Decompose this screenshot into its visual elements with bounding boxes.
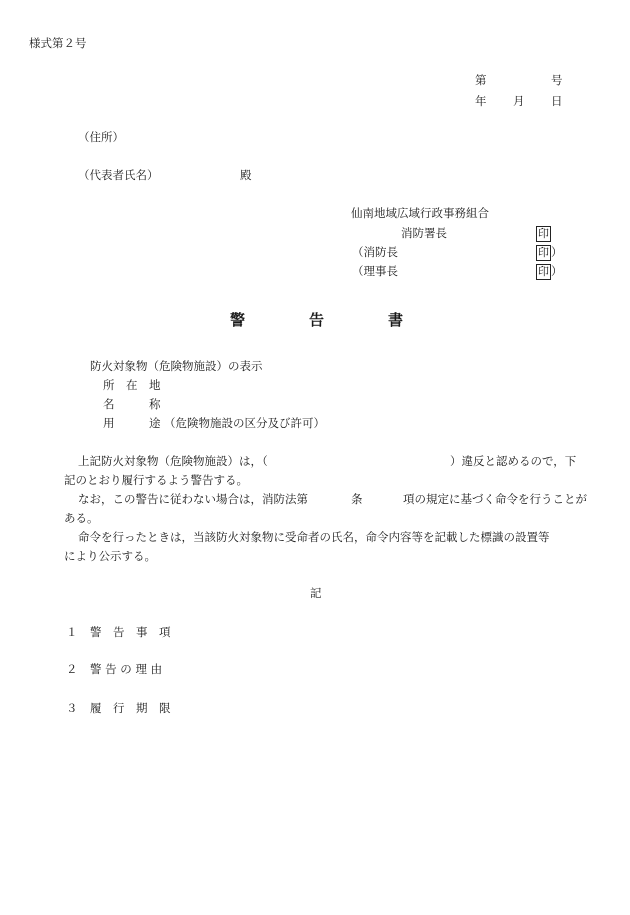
number-prefix: 第: [475, 73, 487, 87]
paragraph-1-start: 上記防火対象物（危険物施設）は，（: [78, 454, 268, 468]
issuer-title-fire-director: （消防長: [352, 245, 398, 259]
ki-heading: 記: [310, 586, 322, 600]
date-month: 月: [513, 94, 525, 108]
field-use-label: 用 途: [103, 416, 161, 430]
document-title-char-3: 書: [388, 311, 404, 329]
seal-mark: 印: [538, 227, 549, 240]
item-1-label: 警 告 事 項: [90, 625, 171, 639]
paragraph-2-end: 項の規定に基づく命令を行うことが: [403, 492, 587, 506]
field-location-label: 所 在 地: [103, 378, 161, 392]
paragraph-1-end: ）違反と認めるので，下: [450, 454, 577, 468]
representative-name-label: （代表者氏名）: [78, 168, 159, 182]
issuer-title-fire-chief: 消防署長: [401, 226, 447, 240]
seal-mark: 印 ）: [538, 245, 563, 259]
issuer-organization: 仙南地域広域行政事務組合: [351, 206, 489, 220]
item-2-label: 警 告 の 理 由: [90, 662, 163, 676]
paragraph-2-article: 条: [351, 492, 363, 506]
form-label: 様式第２号: [29, 36, 87, 50]
field-use-value: （危険物施設の区分及び許可）: [164, 416, 325, 430]
paragraph-3-line-1: 命令を行ったときは，当該防火対象物に受命者の氏名，命令内容等を記載した標識の設置等: [78, 530, 550, 544]
item-3-number: ３: [66, 701, 78, 715]
number-suffix: 号: [551, 73, 563, 87]
document-title-char-2: 告: [309, 311, 325, 329]
honorific: 殿: [240, 168, 252, 182]
date-year: 年: [475, 94, 487, 108]
object-heading: 防火対象物（危険物施設）の表示: [90, 359, 263, 373]
item-1-number: １: [66, 625, 78, 639]
paragraph-3-line-2: により公示する。: [64, 549, 156, 563]
item-2-number: ２: [66, 662, 78, 676]
paragraph-2-start: なお，この警告に従わない場合は，消防法第: [78, 492, 308, 506]
item-3-label: 履 行 期 限: [90, 701, 171, 715]
paragraph-2-line-2: ある。: [64, 511, 99, 525]
seal-mark: 印 ）: [538, 264, 563, 278]
address-label: （住所）: [78, 130, 124, 144]
document-title-char-1: 警: [230, 311, 246, 329]
paragraph-1-line-2: 記のとおり履行するよう警告する。: [64, 473, 248, 487]
field-name-label: 名 称: [103, 397, 161, 411]
issuer-title-chairman: （理事長: [352, 264, 398, 278]
date-day: 日: [551, 94, 563, 108]
